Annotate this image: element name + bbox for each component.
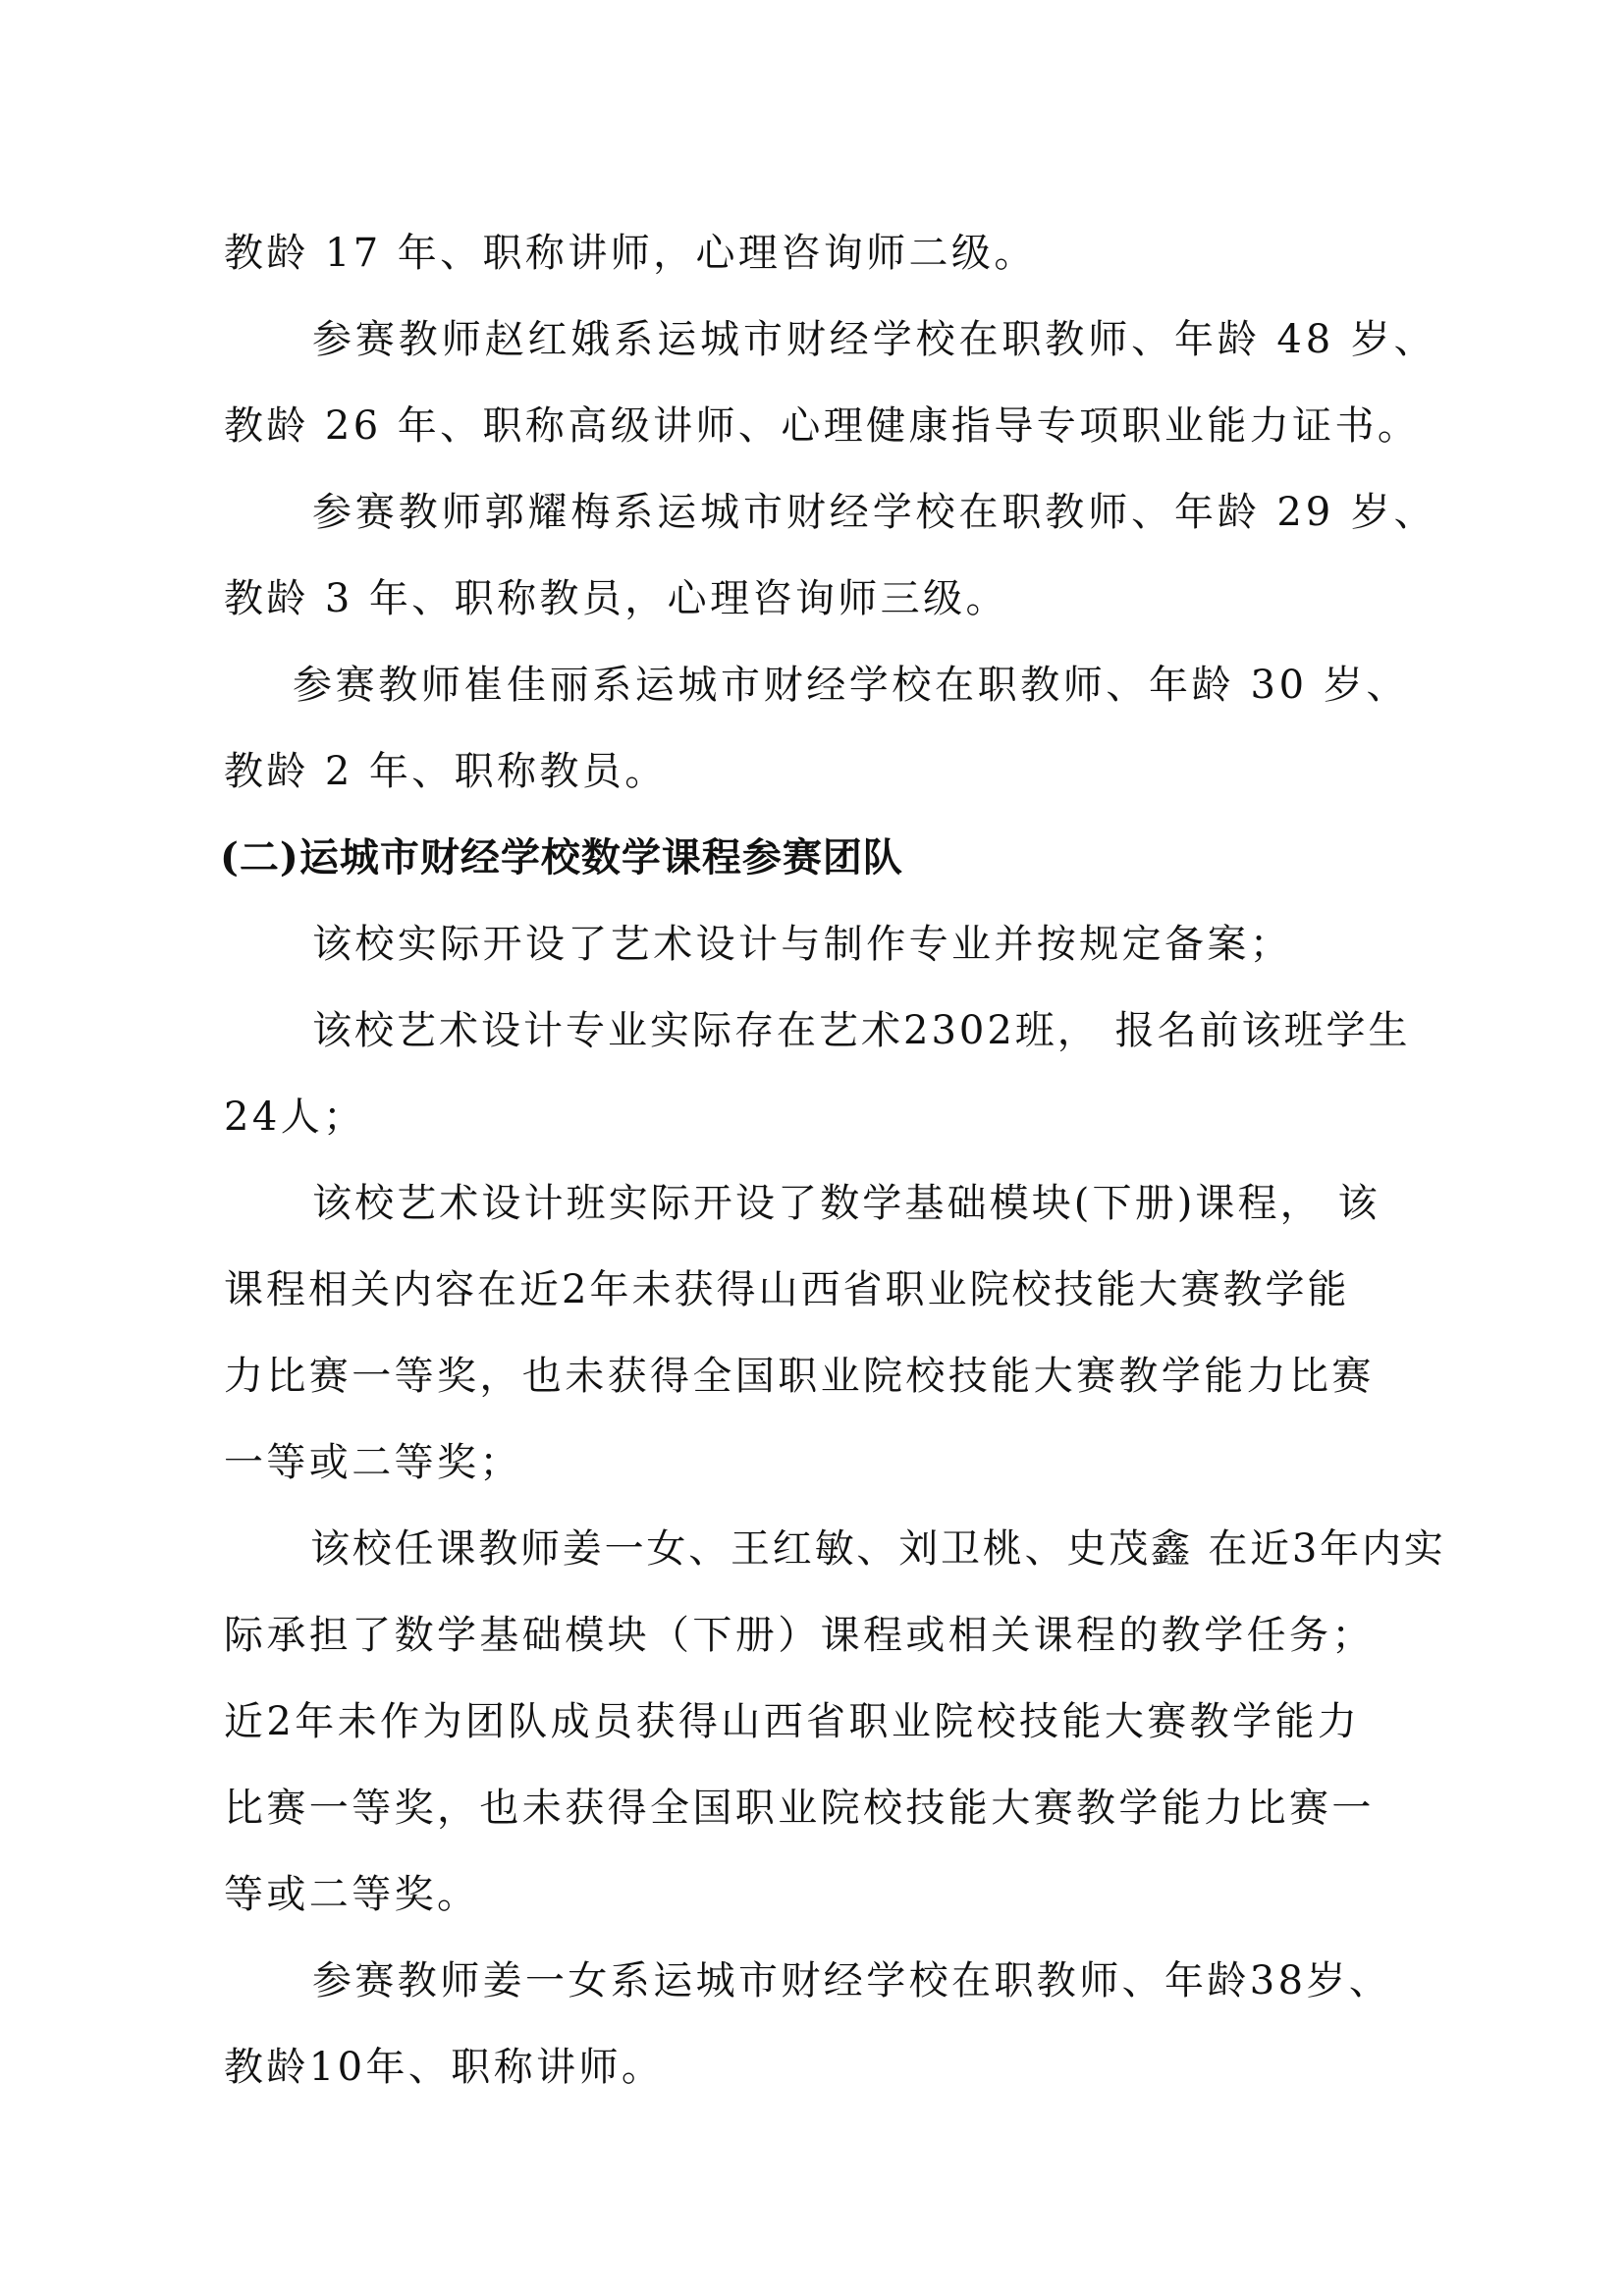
paragraph-line: 课程相关内容在近2年未获得山西省职业院校技能大赛教学能 — [224, 1267, 1350, 1312]
paragraph-line: 该校艺术设计班实际开设了数学基础模块(下册)课程， 该 — [312, 1181, 1380, 1226]
paragraph-line: 际承担了数学基础模块（下册）课程或相关课程的教学任务； — [224, 1613, 1375, 1658]
paragraph-line: 参赛教师郭耀梅系运城市财经学校在职教师、年龄 29 岁、 — [312, 490, 1437, 535]
paragraph-line: 该校任课教师姜一女、王红敏、刘卫桃、史茂鑫 在近3年内实 — [310, 1526, 1446, 1572]
paragraph-line: 教龄 3 年、职称教员，心理咨询师三级。 — [224, 576, 1008, 621]
paragraph-line: 教龄 2 年、职称教员。 — [224, 749, 668, 794]
paragraph-line: 等或二等奖。 — [224, 1872, 480, 1917]
paragraph-line: 参赛教师赵红娥系运城市财经学校在职教师、年龄 48 岁、 — [312, 317, 1437, 362]
paragraph-line: 该校实际开设了艺术设计与制作专业并按规定备案； — [312, 922, 1293, 967]
paragraph-line: 比赛一等奖，也未获得全国职业院校技能大赛教学能力比赛一 — [224, 1786, 1375, 1831]
paragraph-line: 力比赛一等奖，也未获得全国职业院校技能大赛教学能力比赛 — [224, 1354, 1375, 1399]
paragraph-line: 参赛教师姜一女系运城市财经学校在职教师、年龄38岁、 — [312, 1958, 1392, 2003]
paragraph-line: 教龄10年、职称讲师。 — [224, 2045, 665, 2090]
paragraph-line: 近2年未作为团队成员获得山西省职业院校技能大赛教学能力 — [224, 1699, 1361, 1744]
paragraph-line: 24人； — [224, 1095, 366, 1140]
paragraph-line: 参赛教师崔佳丽系运城市财经学校在职教师、年龄 30 岁、 — [293, 663, 1410, 708]
paragraph-line: 一等或二等奖； — [224, 1440, 522, 1485]
paragraph-line: 教龄 26 年、职称高级讲师、心理健康指导专项职业能力证书。 — [224, 403, 1421, 449]
paragraph-line: 该校艺术设计专业实际存在艺术2302班， 报名前该班学生 — [312, 1008, 1411, 1053]
paragraph-line: 教龄 17 年、职称讲师，心理咨询师二级。 — [224, 231, 1037, 276]
section-heading: (二)运城市财经学校数学课程参赛团队 — [220, 834, 903, 881]
